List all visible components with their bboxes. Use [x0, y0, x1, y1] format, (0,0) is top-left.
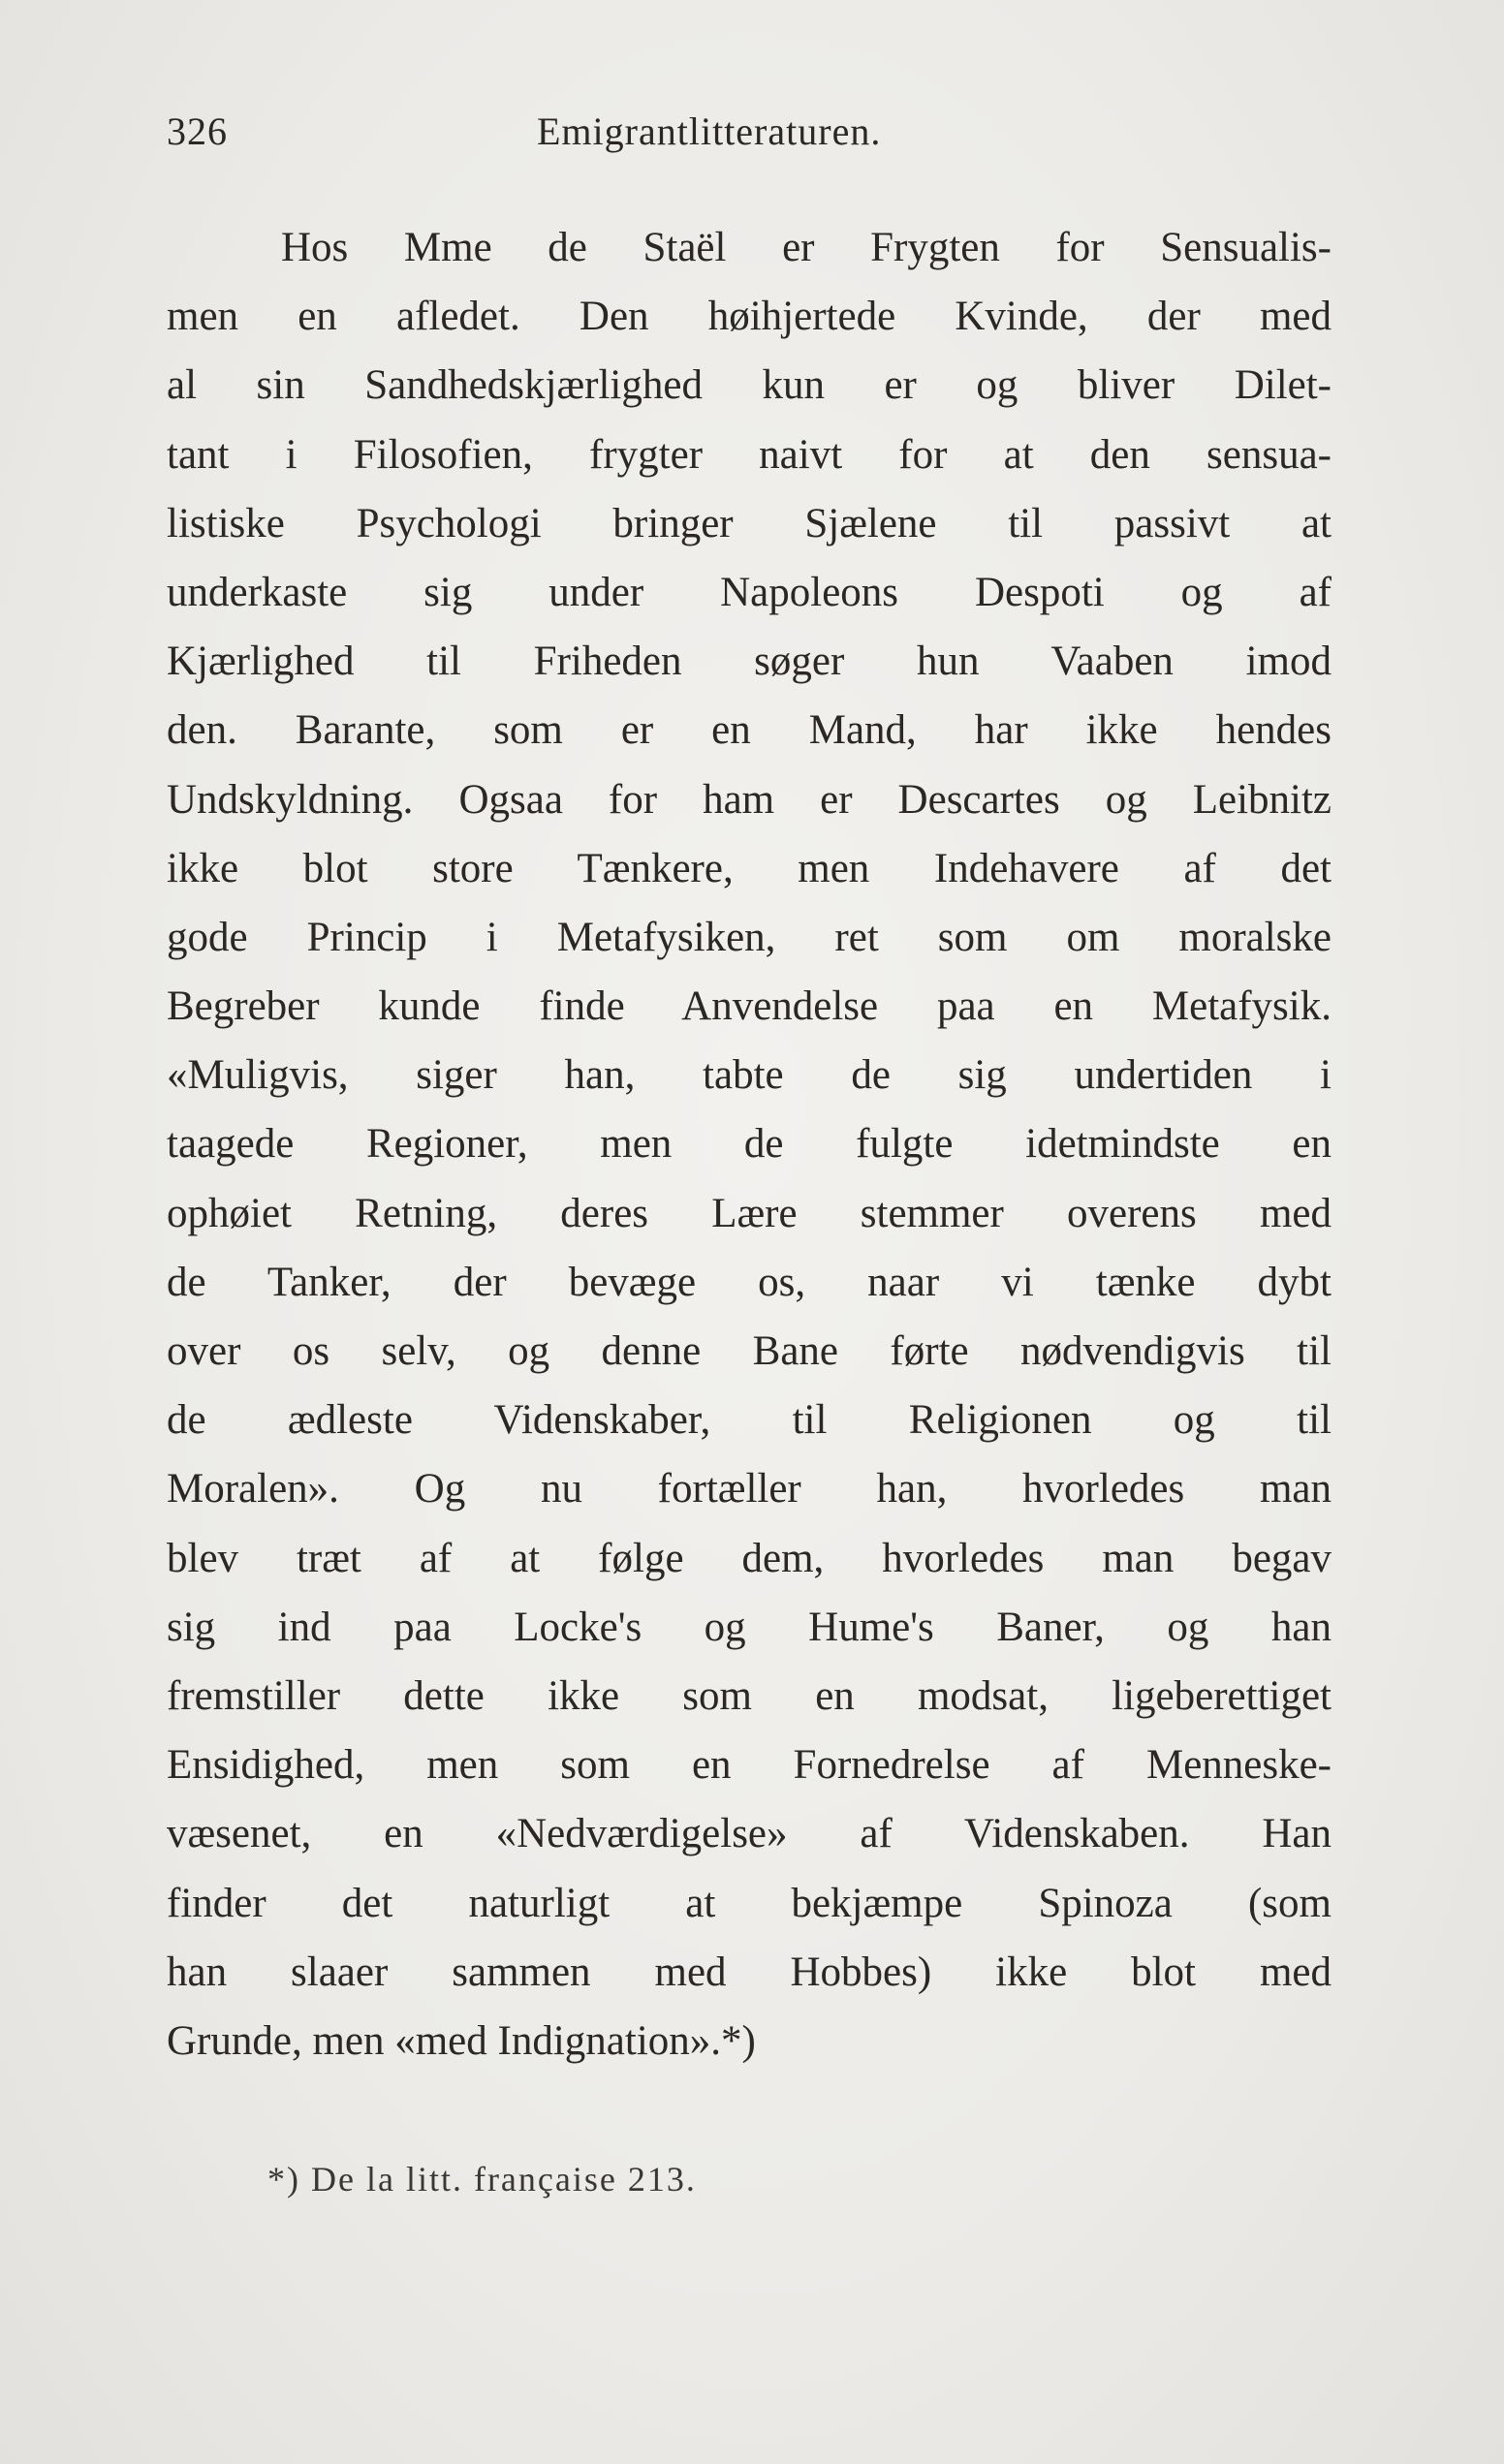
- text-line: al sin Sandhedskjærlighed kun er og bliver Dilet-: [167, 362, 1332, 409]
- text-line: Hos Mme de Staël er Frygten for Sensualis-: [281, 225, 1332, 270]
- text-line: han slaaer sammen med Hobbes) ikke blot med: [167, 1949, 1332, 1995]
- text-line: underkaste sig under Napoleons Despoti og af: [167, 569, 1332, 615]
- text-line: Kjærlighed til Friheden søger hun Vaaben imod: [167, 639, 1332, 685]
- page-number: 326: [167, 109, 228, 153]
- text-line: de ædleste Videnskaber, til Religionen og til: [167, 1397, 1332, 1444]
- text-line: væsenet, en «Nedværdigelse» af Videnskaben. Han: [167, 1811, 1332, 1857]
- text-line: over os selv, og denne Bane førte nødvendigvis til: [167, 1328, 1332, 1374]
- running-head: [167, 109, 1341, 167]
- body-text: [167, 213, 1332, 2075]
- text-line: gode Princip i Metafysiken, ret som om moralske: [167, 914, 1332, 960]
- text-line: taagede Regioner, men de fulgte idetmindste en: [167, 1121, 1332, 1168]
- text-line: «Muligvis, siger han, tabte de sig undertiden i: [167, 1052, 1332, 1099]
- text-line: den. Barante, som er en Mand, har ikke hendes: [167, 707, 1332, 754]
- text-line: ophøiet Retning, deres Lære stemmer overens med: [167, 1190, 1332, 1236]
- text-line: ikke blot store Tænkere, men Indehavere af det: [167, 845, 1332, 891]
- text-line: tant i Filosofien, frygter naivt for at den sensua-: [167, 431, 1332, 478]
- text-line: Ensidighed, men som en Fornedrelse af Menneske-: [167, 1742, 1332, 1789]
- text-line: Moralen». Og nu fortæller han, hvorledes man: [167, 1466, 1332, 1513]
- footnote: *) De la litt. française 213.: [267, 2160, 697, 2199]
- text-line: Undskyldning. Ogsaa for ham er Descartes og Leibnitz: [167, 776, 1332, 823]
- text-line: blev træt af at følge dem, hvorledes man begav: [167, 1535, 1332, 1581]
- text-line: listiske Psychologi bringer Sjælene til passivt at: [167, 500, 1332, 546]
- text-line: sig ind paa Locke's og Hume's Baner, og han: [167, 1604, 1332, 1650]
- text-line: Grunde, men «med Indignation».*): [167, 2017, 756, 2064]
- running-title: Emigrantlitteraturen.: [537, 109, 882, 153]
- text-line: finder det naturligt at bekjæmpe Spinoza (som: [167, 1880, 1332, 1926]
- text-line: Begreber kunde finde Anvendelse paa en Metafysik.: [167, 983, 1332, 1030]
- text-line: de Tanker, der bevæge os, naar vi tænke dybt: [167, 1259, 1332, 1305]
- text-line: fremstiller dette ikke som en modsat, ligeberettiget: [167, 1672, 1332, 1719]
- text-line: men en afledet. Den høihjertede Kvinde, der med: [167, 294, 1332, 340]
